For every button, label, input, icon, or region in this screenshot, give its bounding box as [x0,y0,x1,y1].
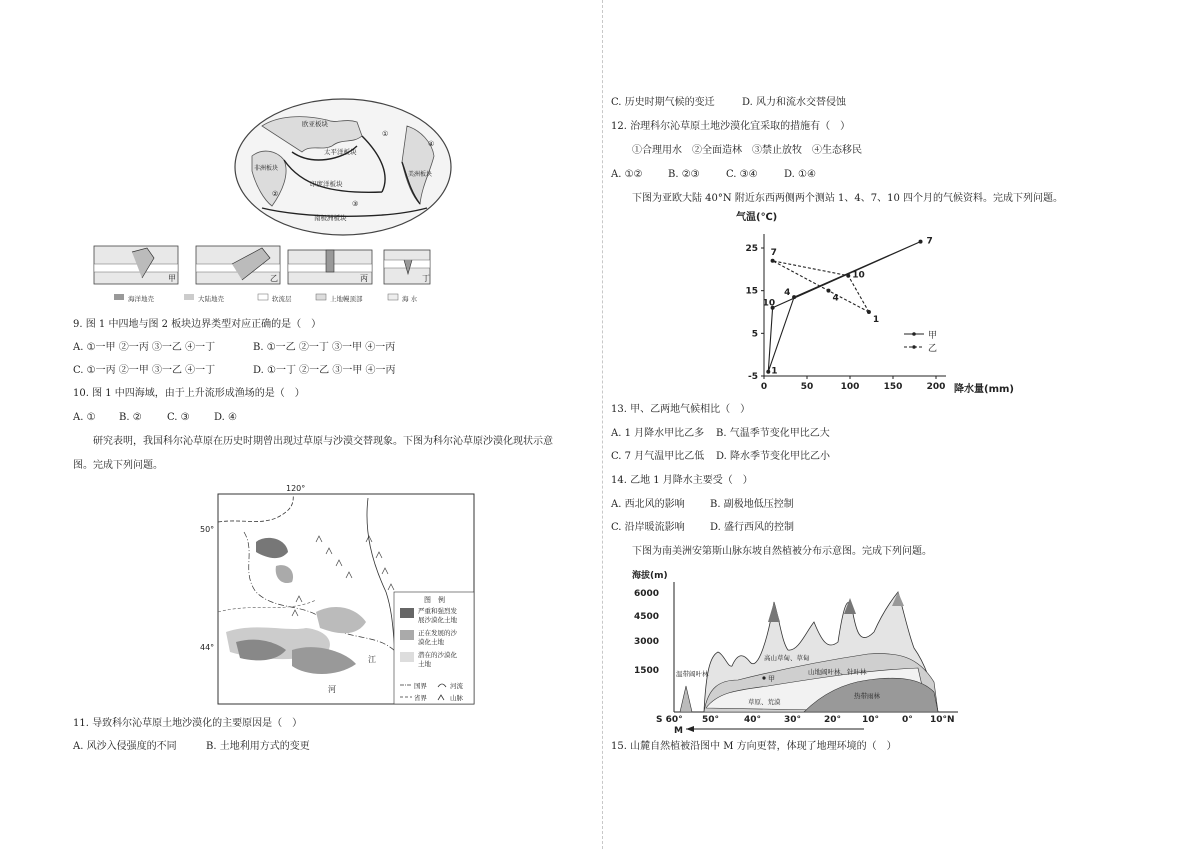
chart-ytick-label-3: 25 [745,244,758,254]
horqin-legend-potential-line1: 潜在的沙漠化 [418,651,457,659]
q11-option-b[interactable]: B. 土地利用方式的变更 [206,741,310,752]
horqin-lon-label: 120° [286,484,306,493]
andes-xtick-10s: 10° [862,715,880,725]
horqin-legend-severe-line2: 展沙漠化土地 [418,616,457,624]
q14-option-c[interactable]: C. 沿岸暖流影响 [611,522,685,533]
q11-option-a[interactable]: A. 风沙入侵强度的不同 [73,741,177,752]
horqin-map [196,482,480,708]
point-label-yi-7: 7 [770,247,777,258]
plate-label-eurasia: 欧亚板块 [302,120,328,128]
q15-stem: 15. 山麓自然植被沿图中 M 方向更替，体现了地理环境的（ ） [611,741,897,752]
series-line-jia [768,242,920,372]
horqin-legend-developing-line2: 漠化土地 [418,638,444,646]
q13-stem: 13. 甲、乙两地气候相比（ ） [611,404,751,415]
q14-stem: 14. 乙地 1 月降水主要受（ ） [611,475,753,486]
series-point-jia-month-7 [919,240,923,244]
horqin-legend-severe-line1: 严重和强烈发 [418,607,457,615]
plate-label-antarctic: 南极洲板块 [314,214,347,222]
strip-ding [384,250,430,284]
q12-option-b[interactable]: B. ②③ [668,169,700,180]
plate-label-indian: 印度洋板块 [310,180,343,188]
horqin-river-char-jiang: 江 [368,655,376,664]
andes-xtick-50: 50° [702,715,720,725]
strip-bing [288,250,372,284]
andes-ytick-4500: 4500 [634,612,660,622]
q12-option-a[interactable]: A. ①② [611,169,643,180]
andes-xtick-s60: S 60° [656,715,683,725]
andes-zone-mountain-forest: 山地阔叶林、针叶林 [808,668,867,676]
andes-ytick-1500: 1500 [634,666,660,676]
andes-zone-steppe-desert: 草原、荒漠 [748,698,781,706]
q9-option-a[interactable]: A. ①一甲 ②一丙 ③一乙 ④一丁 [73,342,216,353]
andes-intro: 下图为南美洲安第斯山脉东坡自然植被分布示意图。完成下列问题。 [632,546,932,557]
q12-options-line: ①合理用水 ②全面造林 ③禁止放牧 ④生态移民 [632,145,862,156]
strip-label-ding: 丁 [422,274,430,283]
plate-number-2: ② [272,190,279,198]
q12-option-c[interactable]: C. ③④ [726,169,758,180]
strip-yi [196,246,280,284]
andes-xtick-10n: 10°N [930,715,955,725]
horqin-legend-mountain: 山脉 [450,694,463,702]
series-point-jia-month-4 [792,295,796,299]
series-point-yi-month-4 [827,289,831,293]
q14-option-d[interactable]: D. 盛行西风的控制 [710,522,795,533]
andes-zone-tropical-rainforest: 热带雨林 [854,692,880,700]
horqin-intro-line2: 图。完成下列问题。 [73,460,163,471]
point-label-jia-7: 7 [926,236,933,247]
horqin-legend-potential-line2: 土地 [418,660,431,668]
plate-number-3: ③ [352,200,359,208]
horqin-legend-border: 国界 [414,682,427,690]
horqin-legend-developing-line1: 正在发展的沙 [418,629,457,637]
chart-xlabel: 降水量(mm) [954,384,1014,395]
q13-option-a[interactable]: A. 1 月降水甲比乙多 [611,428,705,439]
chart-legend [904,330,937,354]
strip-label-yi: 乙 [270,274,278,283]
andes-xtick-20: 20° [824,715,842,725]
andes-arrow-label: M [674,726,683,734]
q11-option-d[interactable]: D. 风力和流水交替侵蚀 [742,97,847,108]
chart-xtick-label-1: 50 [800,382,814,392]
andes-point-jia: 甲 [768,675,775,683]
q9-stem: 9. 图 1 中四地与图 2 板块边界类型对应正确的是（ ） [73,319,322,330]
q13-option-b[interactable]: B. 气温季节变化甲比乙大 [716,428,830,439]
q9-option-c[interactable]: C. ①一丙 ②一甲 ③一乙 ④一丁 [73,365,216,376]
q10-option-c[interactable]: C. ③ [167,412,190,423]
strip-label-bing: 丙 [360,274,368,283]
plate-label-america: 美洲板块 [408,171,433,178]
q14-option-b[interactable]: B. 副极地低压控制 [710,499,794,510]
series-point-jia-month-1 [766,370,770,374]
andes-profile [628,562,968,734]
legend-asthenosphere: 软流层 [272,295,292,303]
point-label-jia-4: 4 [784,288,791,299]
chart-xtick-label-2: 100 [840,382,860,392]
q11-option-c[interactable]: C. 历史时期气候的变迁 [611,97,715,108]
series-point-yi-month-1 [867,310,871,314]
plate-label-pacific: 太平洋板块 [324,148,357,156]
q11-stem: 11. 导致科尔沁草原土地沙漠化的主要原因是（ ） [73,718,303,729]
horqin-legend-river: 河流 [450,682,463,690]
horqin-legend-province: 省界 [414,694,427,702]
andes-ylabel: 海拔(m) [632,571,668,581]
page-divider [602,0,603,849]
legend-seawater: 海 水 [402,295,418,303]
plate-number-1: ① [382,130,389,138]
horqin-lat-label-44: 44° [200,643,215,652]
legend-continental-crust: 大陆地壳 [198,295,224,303]
point-label-jia-10: 10 [762,298,776,309]
point-label-jia-1: 1 [771,366,778,377]
andes-xtick-30: 30° [784,715,802,725]
chart-xtick-label-4: 200 [926,382,946,392]
chart-plot-area [745,234,946,392]
chart-xtick-label-0: 0 [760,382,768,392]
point-label-yi-1: 1 [872,315,880,325]
strip-jia [94,246,178,284]
q10-stem: 10. 图 1 中四海域，由于上升流形成渔场的是（ ） [73,388,305,399]
q10-option-d[interactable]: D. ④ [214,412,237,423]
series-point-yi-month-7 [771,259,775,263]
chart-ylabel: 气温(℃) [736,212,778,223]
horqin-intro-line1: 研究表明，我国科尔沁草原在历史时期曾出现过草原与沙漠交替现象。下图为科尔沁草原沙漠化现状示意 [93,436,553,447]
strip-legend [114,294,418,303]
horqin-lat-label-50: 50° [200,525,215,534]
series-point-yi-month-10 [846,274,850,278]
point-label-yi-4: 4 [832,293,839,304]
q13-option-d[interactable]: D. 降水季节变化甲比乙小 [716,451,831,462]
legend-oceanic-crust: 海洋地壳 [128,295,154,303]
q9-option-b[interactable]: B. ①一乙 ②一丁 ③一甲 ④一丙 [253,342,396,353]
horqin-river-char-he: 河 [328,685,336,694]
q13-option-c[interactable]: C. 7 月气温甲比乙低 [611,451,705,462]
q10-option-b[interactable]: B. ② [119,412,142,423]
strip-label-jia: 甲 [168,274,176,283]
chart-xtick-label-3: 150 [883,382,903,392]
horqin-legend-title: 图 例 [424,596,445,604]
andes-xtick-0: 0° [902,715,913,725]
andes-zone-temperate-broadleaf: 温带阔叶林 [676,670,709,678]
andes-ytick-3000: 3000 [634,637,660,647]
q14-option-a[interactable]: A. 西北风的影响 [611,499,685,510]
andes-ytick-6000: 6000 [634,589,660,599]
climate-chart [732,206,1032,402]
plate-label-africa: 非洲板块 [254,165,279,172]
q9-option-d[interactable]: D. ①一丁 ②一乙 ③一甲 ④一丙 [253,365,396,376]
q10-option-a[interactable]: A. ① [73,412,96,423]
legend-yi: 乙 [928,344,938,354]
point-label-yi-10: 10 [852,270,865,281]
plate-map [232,96,454,238]
boundary-strips [92,244,432,306]
legend-upper-mantle: 上地幔顶部 [330,295,363,303]
chart-ytick-label-1: 5 [751,329,758,340]
horqin-legend [394,592,474,704]
q12-stem: 12. 治理科尔沁草原土地沙漠化宜采取的措施有（ ） [611,121,851,132]
plate-number-4: ④ [428,140,435,148]
q12-option-d[interactable]: D. ①④ [784,169,816,180]
andes-xtick-40: 40° [744,715,762,725]
chart-ytick-label-2: 15 [745,286,758,297]
legend-jia: 甲 [928,331,938,341]
chart-ytick-label-0: -5 [748,372,758,382]
climate-intro: 下图为亚欧大陆 40°N 附近东西两侧两个测站 1、4、7、10 四个月的气候资料。完成下列问题。 [632,193,1064,204]
andes-zone-alpine-meadow: 高山草甸、草甸 [764,654,810,662]
